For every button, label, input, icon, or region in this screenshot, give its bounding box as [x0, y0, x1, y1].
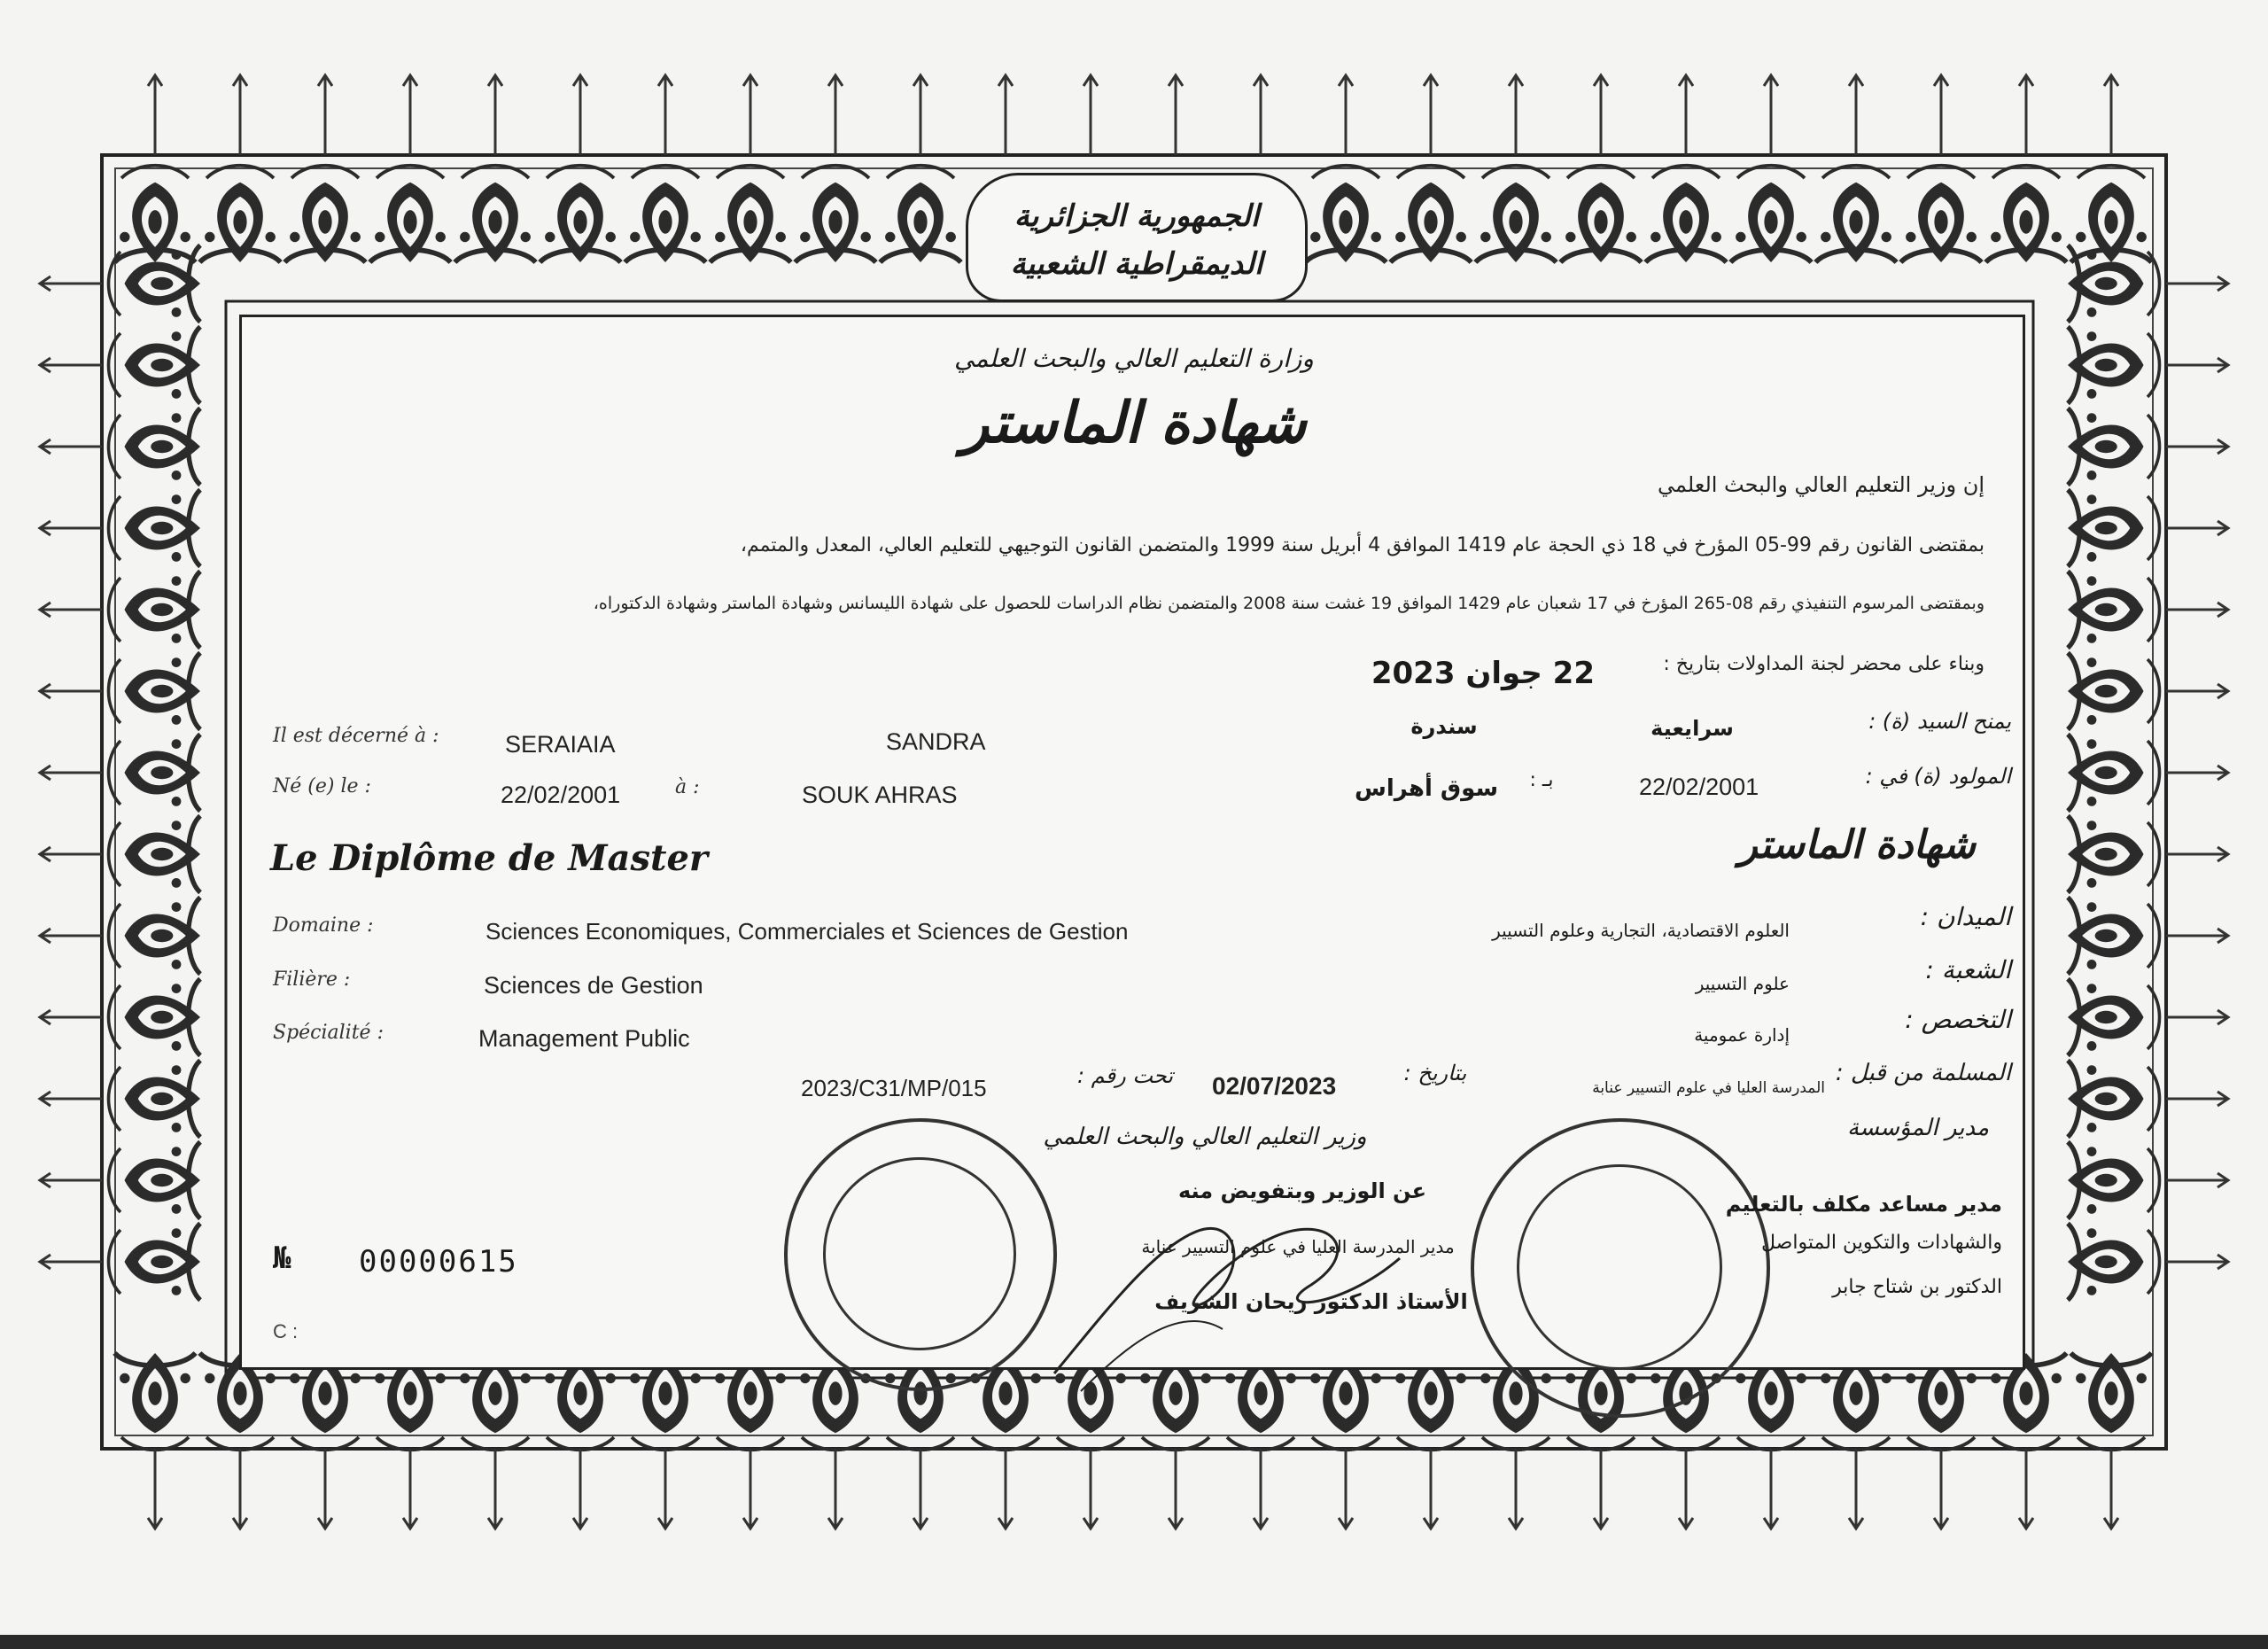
border-spike	[40, 847, 102, 861]
border-spike	[40, 276, 102, 291]
birth-date-fr: 22/02/2001	[501, 782, 621, 808]
at-label-ar: بـ :	[1529, 769, 1554, 791]
border-spike	[828, 75, 843, 155]
border-spike	[40, 1092, 102, 1106]
border-spike	[2166, 1255, 2228, 1269]
issuing-institution: المدرسة العليا في علوم التسيير عنابة	[1592, 1079, 1825, 1097]
border-spike	[2166, 766, 2228, 780]
border-spike	[1254, 75, 1268, 155]
border-spike	[1594, 1449, 1608, 1528]
border-spike	[2166, 521, 2228, 535]
border-motif	[2068, 490, 2160, 566]
director-name: الأستاذ الدكتور ريحان الشريف	[1154, 1289, 1468, 1314]
border-spike	[40, 1010, 102, 1024]
border-spike	[1934, 75, 1948, 155]
border-spike	[318, 1449, 332, 1528]
border-spike	[1424, 75, 1438, 155]
border-motif	[1815, 166, 1896, 262]
border-spike	[1849, 75, 1863, 155]
director-label: مدير المؤسسة	[1847, 1115, 1989, 1141]
delivered-by-label: المسلمة من قبل :	[1835, 1060, 2011, 1086]
border-spike	[40, 603, 102, 617]
specialite-fr: Management Public	[478, 1025, 690, 1052]
born-label-fr: Né (e) le :	[273, 775, 371, 797]
holder-surname-ar: سرايعية	[1651, 716, 1734, 741]
holder-surname-fr: SERAIAIA	[505, 731, 616, 758]
border-motif	[284, 166, 365, 262]
border-motif	[109, 327, 201, 403]
border-spike	[2166, 1010, 2228, 1024]
border-motif	[454, 166, 535, 262]
border-motif	[1305, 166, 1386, 262]
border-spike	[913, 75, 928, 155]
border-spike	[1169, 1449, 1183, 1528]
preamble-line-4: وبناء على محضر لجنة المداولات بتاريخ :	[1663, 653, 1984, 675]
preamble-line-1: إن وزير التعليم العالي والبحث العلمي	[1658, 472, 1984, 497]
filiere-label-fr: Filière :	[273, 968, 351, 991]
specialite-ar: إدارة عمومية	[1694, 1024, 1790, 1046]
border-spike	[1084, 1449, 1098, 1528]
border-spike	[40, 521, 102, 535]
assistant-name: الدكتور بن شتاح جابر	[1832, 1276, 2002, 1298]
holder-label-fr: Il est décerné à :	[273, 725, 439, 747]
border-motif	[1560, 166, 1641, 262]
border-motif	[109, 898, 201, 974]
border-spike	[1849, 1449, 1863, 1528]
serial-label: №	[273, 1241, 293, 1276]
school-stamp	[1471, 1118, 1770, 1418]
director-line-1: عن الوزير وبتفويض منه	[1177, 1178, 1427, 1203]
border-spike	[998, 75, 1013, 155]
border-motif	[2068, 979, 2160, 1055]
border-spike	[1254, 1449, 1268, 1528]
border-spike	[2019, 75, 2033, 155]
border-spike	[233, 75, 247, 155]
border-spike	[148, 1449, 162, 1528]
border-spike	[1509, 1449, 1523, 1528]
border-motif	[1645, 166, 1726, 262]
border-spike	[40, 1255, 102, 1269]
border-spike	[658, 75, 672, 155]
border-spike	[233, 1449, 247, 1528]
deliberation-date: 22 جوان 2023	[1371, 656, 1595, 691]
border-spike	[2166, 276, 2228, 291]
border-motif	[1900, 166, 1981, 262]
assistant-line-2: والشهادات والتكوين المتواصل	[1761, 1232, 2002, 1254]
filiere-fr: Sciences de Gestion	[484, 972, 703, 999]
border-motif	[109, 1061, 201, 1137]
at-label-fr: à :	[675, 776, 700, 798]
border-spike	[743, 75, 757, 155]
border-motif	[1985, 166, 2066, 262]
border-spike	[40, 1173, 102, 1187]
holder-label-ar: يمنح السيد (ة) :	[1868, 709, 2011, 734]
border-spike	[1424, 1449, 1438, 1528]
preamble-line-2: بمقتضى القانون رقم 99-05 المؤرخ في 18 ذي الحجة عام 1419 الموافق 4 أبريل سنة 1999 والمتضمن القانون التوجيهي للتعليم العالي، المعدل والمتمم،	[740, 534, 1984, 556]
border-spike	[403, 75, 417, 155]
border-motif	[2068, 572, 2160, 648]
border-spike	[2166, 603, 2228, 617]
border-spike	[2166, 929, 2228, 943]
border-spike	[1679, 75, 1693, 155]
border-motif	[114, 166, 195, 262]
border-motif	[2068, 1061, 2160, 1137]
assistant-line-1: مدير مساعد مكلف بالتعليم	[1725, 1192, 2002, 1217]
border-spike	[40, 766, 102, 780]
border-spike	[1084, 75, 1098, 155]
border-motif	[1475, 166, 1556, 262]
birth-place-fr: SOUK AHRAS	[802, 782, 958, 808]
border-spike	[488, 1449, 502, 1528]
border-spike	[1764, 1449, 1778, 1528]
border-motif	[109, 1142, 201, 1218]
preamble-line-3: وبمقتضى المرسوم التنفيذي رقم 08-265 المؤرخ في 17 شعبان عام 1429 الموافق 19 غشت سنة 2008 والمتضمن نظام الدراسات للحصول على شهادة الليسانس وشهادة الماستر وشهادة الدكتوراه،	[593, 594, 1984, 613]
border-spike	[1934, 1449, 1948, 1528]
border-motif	[2068, 816, 2160, 892]
code-mark: C :	[273, 1320, 299, 1342]
border-motif	[109, 653, 201, 729]
border-motif	[369, 166, 450, 262]
border-spike	[40, 929, 102, 943]
border-spike	[573, 75, 587, 155]
border-spike	[2104, 75, 2118, 155]
border-spike	[40, 439, 102, 454]
minister-signature-label: وزير التعليم العالي والبحث العلمي	[1043, 1124, 1367, 1150]
holder-firstname-fr: SANDRA	[886, 728, 986, 755]
specialite-label-ar: التخصص :	[1905, 1005, 2011, 1034]
border-spike	[1169, 75, 1183, 155]
border-motif	[540, 166, 620, 262]
border-spike	[2166, 358, 2228, 372]
border-spike	[148, 75, 162, 155]
director-line-2: مدير المدرسة العليا في علوم التسيير عنابة	[1141, 1236, 1455, 1257]
border-motif	[2068, 735, 2160, 811]
diploma-title-fr: Le Diplôme de Master	[270, 837, 708, 879]
birth-place-ar: سوق أهراس	[1354, 775, 1499, 802]
birth-date-ar: 22/02/2001	[1639, 774, 1759, 800]
border-motif	[2068, 408, 2160, 485]
border-motif	[2068, 898, 2160, 974]
border-spike	[2166, 1173, 2228, 1187]
border-motif	[2068, 1224, 2160, 1300]
border-spike	[743, 1449, 757, 1528]
border-motif	[109, 490, 201, 566]
border-motif	[710, 166, 790, 262]
border-motif	[1730, 166, 1811, 262]
border-spike	[488, 75, 502, 155]
specialite-label-fr: Spécialité :	[273, 1022, 384, 1044]
border-spike	[1594, 75, 1608, 155]
border-motif	[2070, 166, 2151, 262]
border-motif	[2068, 653, 2160, 729]
issuance-date: 02/07/2023	[1212, 1072, 1337, 1100]
border-spike	[40, 358, 102, 372]
border-spike	[1339, 1449, 1353, 1528]
border-motif	[109, 408, 201, 485]
border-motif	[2068, 327, 2160, 403]
border-spike	[40, 684, 102, 698]
filiere-ar: علوم التسيير	[1695, 973, 1790, 994]
border-spike	[998, 1449, 1013, 1528]
school-stamp-inner-ring	[1517, 1164, 1722, 1370]
handwritten-signature	[1045, 1152, 1418, 1400]
border-motif	[1390, 166, 1471, 262]
domain-ar: العلوم الاقتصادية، التجارية وعلوم التسيير	[1492, 920, 1790, 941]
border-spike	[2166, 847, 2228, 861]
issuance-number: 2023/C31/MP/015	[801, 1075, 987, 1101]
ministry-header: وزارة التعليم العالي والبحث العلمي	[954, 344, 1314, 373]
border-motif	[880, 166, 960, 262]
border-motif	[109, 979, 201, 1055]
border-motif	[625, 166, 705, 262]
border-motif	[109, 1224, 201, 1300]
border-spike	[1509, 75, 1523, 155]
border-motif	[795, 166, 875, 262]
domain-label-fr: Domaine :	[273, 914, 374, 937]
border-spike	[403, 1449, 417, 1528]
born-label-ar: المولود (ة) في :	[1865, 764, 2011, 789]
diploma-title-ar: شهادة الماستر	[1738, 822, 1976, 867]
border-motif	[199, 166, 280, 262]
border-spike	[1679, 1449, 1693, 1528]
border-spike	[828, 1449, 843, 1528]
border-spike	[2104, 1449, 2118, 1528]
border-spike	[2166, 684, 2228, 698]
certificate-title-ar: شهادة الماستر	[961, 390, 1307, 456]
republic-line-2: الديمقراطية الشعبية	[1010, 246, 1263, 282]
border-motif	[109, 816, 201, 892]
border-spike	[1764, 75, 1778, 155]
border-spike	[573, 1449, 587, 1528]
border-spike	[318, 75, 332, 155]
holder-firstname-ar: سندرة	[1410, 714, 1478, 739]
border-motif	[109, 735, 201, 811]
border-spike	[2166, 439, 2228, 454]
republic-line-1: الجمهورية الجزائرية	[1014, 198, 1260, 234]
ministry-stamp	[784, 1118, 1057, 1391]
republic-banner	[966, 173, 1308, 302]
border-motif	[109, 572, 201, 648]
serial-number: 00000615	[359, 1244, 518, 1280]
border-spike	[913, 1449, 928, 1528]
border-spike	[1339, 75, 1353, 155]
border-spike	[2166, 1092, 2228, 1106]
scan-bottom-edge	[0, 1635, 2268, 1649]
border-spike	[658, 1449, 672, 1528]
issuance-date-label: بتاريخ :	[1403, 1061, 1467, 1085]
domain-label-ar: الميدان :	[1920, 902, 2011, 931]
filiere-label-ar: الشعبة :	[1925, 955, 2011, 984]
border-spike	[2019, 1449, 2033, 1528]
border-motif	[2068, 1142, 2160, 1218]
domain-fr: Sciences Economiques, Commerciales et Sciences de Gestion	[485, 918, 1129, 945]
ministry-stamp-inner-ring	[823, 1157, 1016, 1350]
issuance-number-label: تحت رقم :	[1076, 1063, 1174, 1088]
